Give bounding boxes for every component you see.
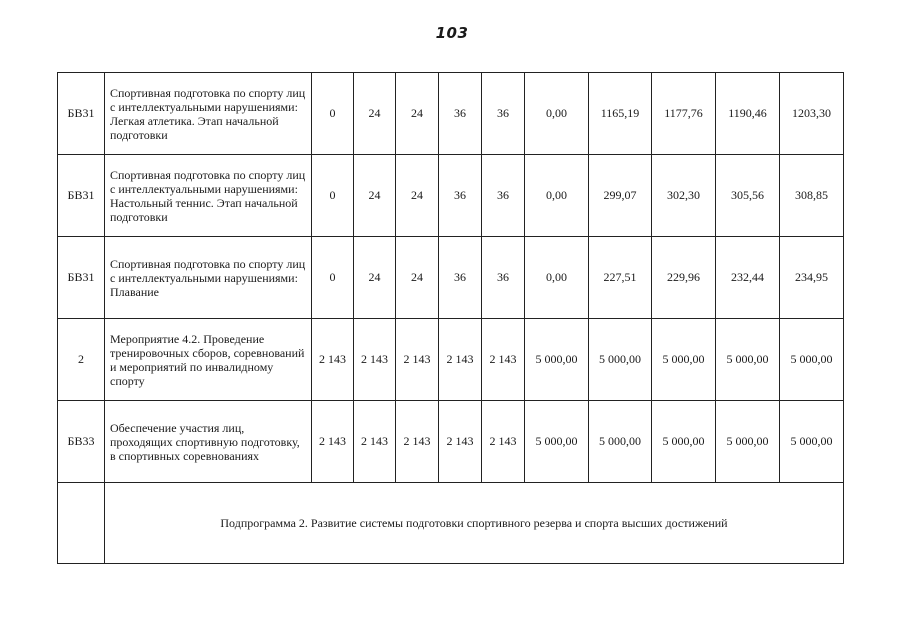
- row-value-cell: 308,85: [780, 155, 844, 237]
- table-row: [58, 401, 844, 483]
- row-code-cell: БВ31: [58, 237, 105, 319]
- row-value-cell: 2 143: [354, 319, 396, 401]
- row-value-cell: 0,00: [525, 155, 589, 237]
- row-value-cell: 2 143: [439, 401, 482, 483]
- row-value-cell: 5 000,00: [525, 319, 589, 401]
- row-value-cell: 305,56: [716, 155, 780, 237]
- row-value-cell: 36: [482, 237, 525, 319]
- row-code-cell: БВ31: [58, 155, 105, 237]
- row-value-cell: 2 143: [312, 401, 354, 483]
- row-value-cell: 5 000,00: [589, 319, 652, 401]
- row-value-cell: 1177,76: [652, 73, 716, 155]
- row-value-cell: 36: [482, 73, 525, 155]
- row-value-cell: 1203,30: [780, 73, 844, 155]
- row-value-cell: 1165,19: [589, 73, 652, 155]
- row-value-cell: 5 000,00: [716, 319, 780, 401]
- row-description-cell: Обеспечение участия лиц, проходящих спортивную подготовку, в спортивных соревнованиях: [105, 401, 312, 483]
- table-row: [58, 155, 844, 237]
- row-value-cell: 36: [439, 73, 482, 155]
- row-value-cell: 0,00: [525, 237, 589, 319]
- row-value-cell: 2 143: [312, 319, 354, 401]
- row-value-cell: 36: [439, 155, 482, 237]
- subprogram-title: Подпрограмма 2. Развитие системы подготовки спортивного резерва и спорта высших достижений: [105, 483, 844, 564]
- row-value-cell: 5 000,00: [652, 319, 716, 401]
- table-row: [58, 73, 844, 155]
- row-value-cell: 0: [312, 237, 354, 319]
- row-value-cell: 0,00: [525, 73, 589, 155]
- row-code-cell: БВ33: [58, 401, 105, 483]
- row-value-cell: 234,95: [780, 237, 844, 319]
- row-value-cell: 24: [354, 237, 396, 319]
- row-value-cell: 302,30: [652, 155, 716, 237]
- row-value-cell: 2 143: [439, 319, 482, 401]
- row-value-cell: 2 143: [396, 319, 439, 401]
- row-value-cell: 229,96: [652, 237, 716, 319]
- row-value-cell: 2 143: [354, 401, 396, 483]
- row-value-cell: 2 143: [396, 401, 439, 483]
- row-value-cell: 1190,46: [716, 73, 780, 155]
- subprogram-code-cell: [58, 483, 105, 564]
- row-value-cell: 5 000,00: [525, 401, 589, 483]
- row-value-cell: 2 143: [482, 319, 525, 401]
- row-value-cell: 232,44: [716, 237, 780, 319]
- subprogram-row: [58, 483, 844, 564]
- row-value-cell: 24: [396, 155, 439, 237]
- row-value-cell: 36: [482, 155, 525, 237]
- row-description-cell: Спортивная подготовка по спорту лиц с интеллектуальными нарушениями: Настольный теннис. Этап начальной подготовки: [105, 155, 312, 237]
- table-body: [58, 73, 844, 564]
- row-description-cell: Спортивная подготовка по спорту лиц с интеллектуальными нарушениями: Легкая атлетика. Этап начальной подготовки: [105, 73, 312, 155]
- page-number: 103: [435, 24, 469, 42]
- row-value-cell: 0: [312, 73, 354, 155]
- table-row: [58, 319, 844, 401]
- row-value-cell: 24: [396, 237, 439, 319]
- row-value-cell: 5 000,00: [589, 401, 652, 483]
- budget-table: [57, 72, 844, 564]
- row-value-cell: 24: [396, 73, 439, 155]
- row-code-cell: 2: [58, 319, 105, 401]
- row-description-cell: Мероприятие 4.2. Проведение тренировочных сборов, соревнований и мероприятий по инвалидному спорту: [105, 319, 312, 401]
- row-value-cell: 5 000,00: [780, 319, 844, 401]
- row-value-cell: 5 000,00: [716, 401, 780, 483]
- row-value-cell: 5 000,00: [780, 401, 844, 483]
- row-value-cell: 227,51: [589, 237, 652, 319]
- table-row: [58, 237, 844, 319]
- row-value-cell: 0: [312, 155, 354, 237]
- row-description-cell: Спортивная подготовка по спорту лиц с интеллектуальными нарушениями: Плавание: [105, 237, 312, 319]
- row-value-cell: 24: [354, 155, 396, 237]
- row-value-cell: 5 000,00: [652, 401, 716, 483]
- row-value-cell: 299,07: [589, 155, 652, 237]
- row-value-cell: 36: [439, 237, 482, 319]
- row-value-cell: 2 143: [482, 401, 525, 483]
- row-value-cell: 24: [354, 73, 396, 155]
- row-code-cell: БВ31: [58, 73, 105, 155]
